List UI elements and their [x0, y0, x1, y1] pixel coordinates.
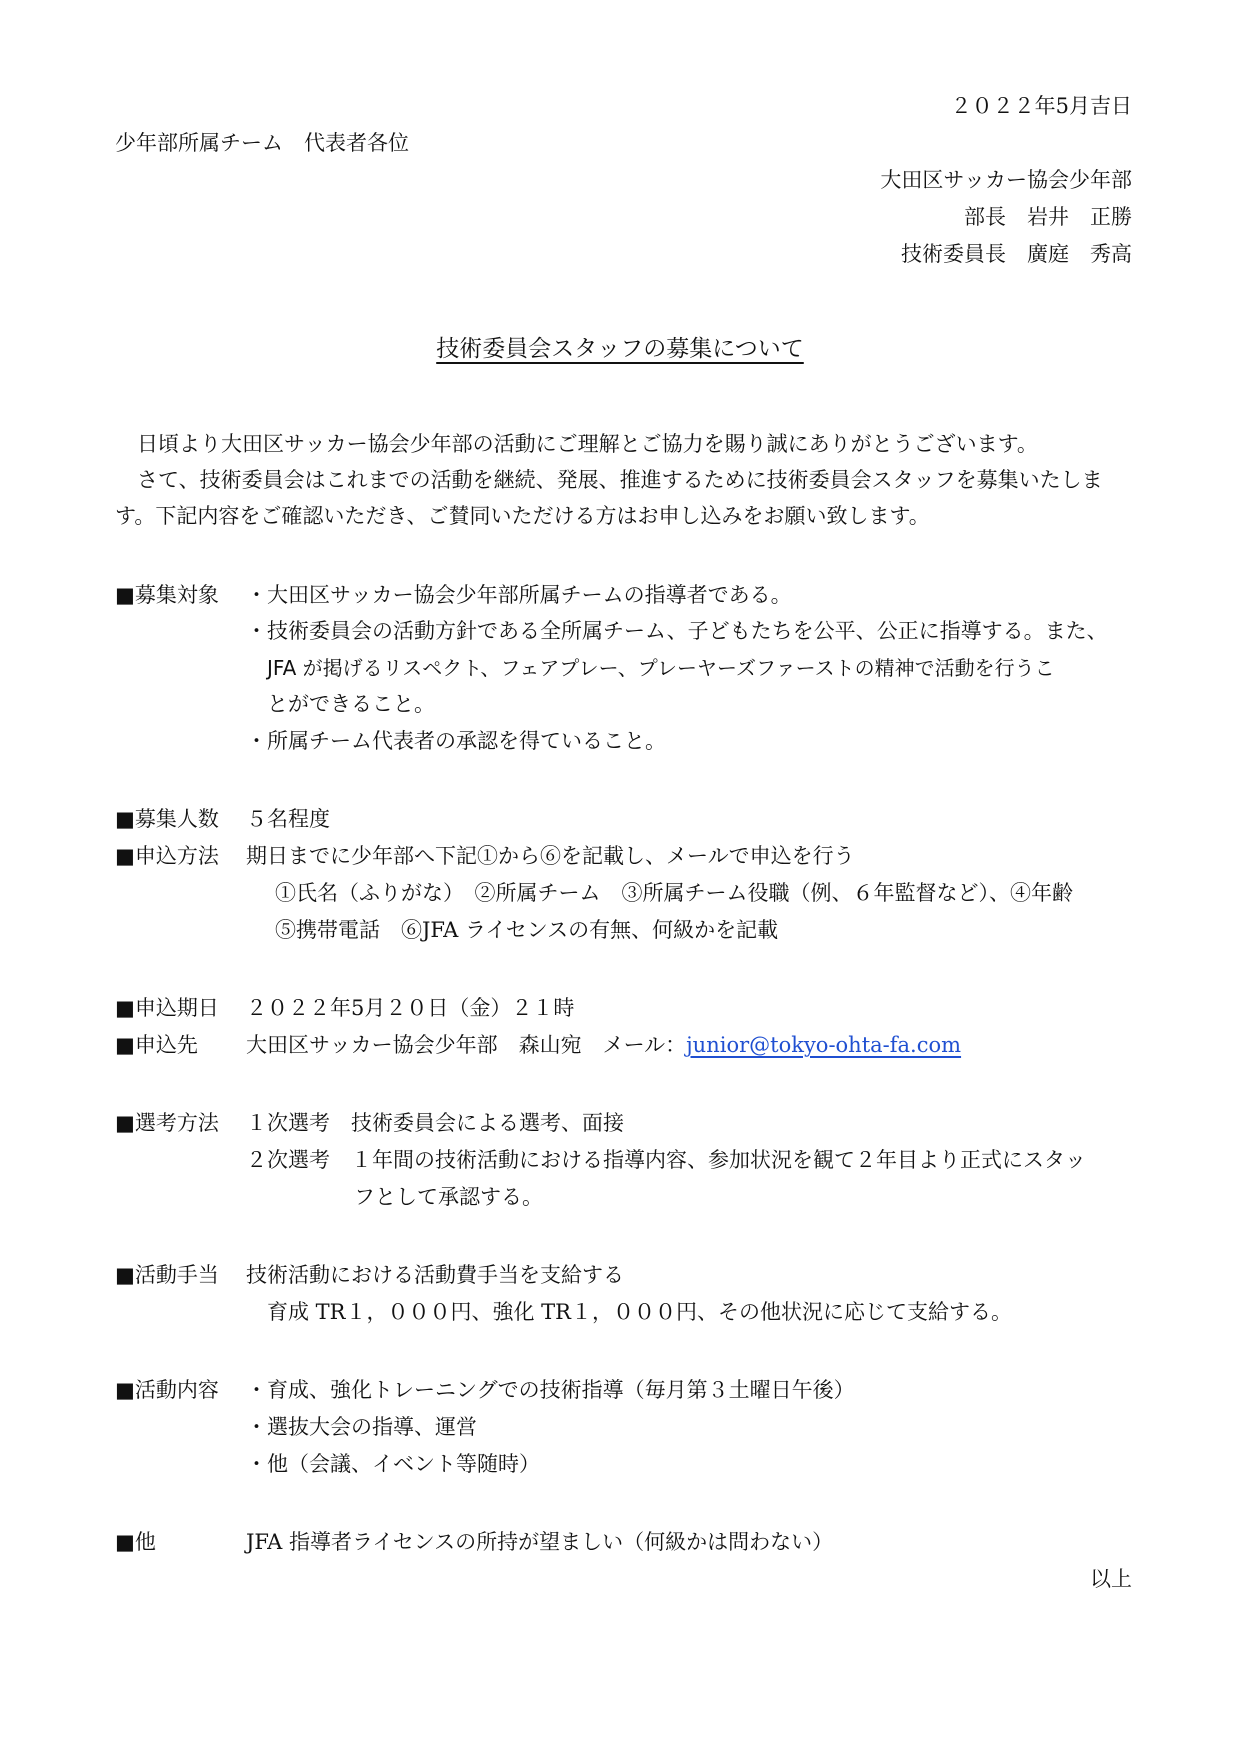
method-text: 期日までに少年部へ下記①から⑥を記載し、メールで申込を行う: [246, 844, 855, 868]
document-title: [0, 338, 1240, 361]
section-label-target: ■募集対象: [115, 583, 219, 607]
target-item-3: ・所属チーム代表者の承認を得ていること。: [246, 729, 666, 753]
intro-paragraph-1: 日頃より大田区サッカー協会少年部の活動にご理解とご協力を賜り誠にありがとうございます。: [137, 432, 1038, 456]
section-label-allowance: ■活動手当: [115, 1263, 219, 1287]
selection-first: １次選考 技術委員会による選考、面接: [246, 1111, 624, 1135]
allowance-text: 技術活動における活動費手当を支給する: [246, 1263, 624, 1287]
selection-second: ２次選考 １年間の技術活動における指導内容、参加状況を観て２年目より正式にスタッ: [246, 1148, 1086, 1172]
target-item-2-end: とができること。: [267, 692, 435, 716]
section-label-other: ■他: [115, 1530, 156, 1554]
section-label-contact: ■申込先: [115, 1033, 198, 1057]
section-label-deadline: ■申込期日: [115, 996, 219, 1020]
target-item-1: ・大田区サッカー協会少年部所属チームの指導者である。: [246, 583, 792, 607]
sender-organization: 大田区サッカー協会少年部: [880, 168, 1132, 192]
section-label-method: ■申込方法: [115, 844, 219, 868]
contact-text: 大田区サッカー協会少年部 森山宛 メール：: [246, 1033, 687, 1057]
target-item-2-cont: JFA が掲げるリスペクト、フェアプレー、プレーヤーズファーストの精神で活動を行うこ: [267, 656, 1055, 680]
allowance-detail: 育成 TR１，０００円、強化 TR１，０００円、その他状況に応じて支給する。: [267, 1300, 1012, 1324]
activity-item-2: ・選抜大会の指導、運営: [246, 1415, 477, 1439]
selection-second-cont: フとして承認する。: [354, 1185, 543, 1209]
section-label-count: ■募集人数: [115, 807, 219, 831]
closing-mark: 以上: [1090, 1567, 1132, 1591]
section-label-selection: ■選考方法: [115, 1111, 219, 1135]
sender-technical-chair: 技術委員長 廣庭 秀高: [901, 242, 1132, 266]
document-title-text: 技術委員会スタッフの募集について: [436, 336, 804, 362]
method-items-1: ①氏名（ふりがな） ②所属チーム ③所属チーム役職（例、６年監督など）、④年齢: [275, 881, 1073, 905]
target-item-2: ・技術委員会の活動方針である全所属チーム、子どもたちを公平、公正に指導する。また、: [246, 619, 1108, 643]
intro-paragraph-2-cont: す。下記内容をご確認いただき、ご賛同いただける方はお申し込みをお願い致します。: [115, 504, 930, 528]
section-label-activities: ■活動内容: [115, 1378, 219, 1402]
document-date: ２０２２年5月吉日: [950, 94, 1132, 118]
contact-line: [246, 1035, 961, 1056]
recipient: 少年部所属チーム 代表者各位: [115, 131, 409, 155]
deadline-value: ２０２２年5月２０日（金）２１時: [246, 996, 575, 1020]
intro-paragraph-2: さて、技術委員会はこれまでの活動を継続、発展、推進するために技術委員会スタッフを募集いたしま: [137, 468, 1103, 492]
contact-email-link[interactable]: junior@tokyo-ohta-fa.com: [686, 1033, 962, 1057]
method-items-2: ⑤携帯電話 ⑥JFA ライセンスの有無、何級かを記載: [275, 918, 779, 942]
sender-director: 部長 岩井 正勝: [964, 205, 1132, 229]
other-text: JFA 指導者ライセンスの所持が望ましい（何級かは問わない）: [246, 1530, 834, 1554]
activity-item-3: ・他（会議、イベント等随時）: [246, 1452, 540, 1476]
recruit-count: ５名程度: [246, 807, 330, 831]
activity-item-1: ・育成、強化トレーニングでの技術指導（毎月第３土曜日午後）: [246, 1378, 855, 1402]
